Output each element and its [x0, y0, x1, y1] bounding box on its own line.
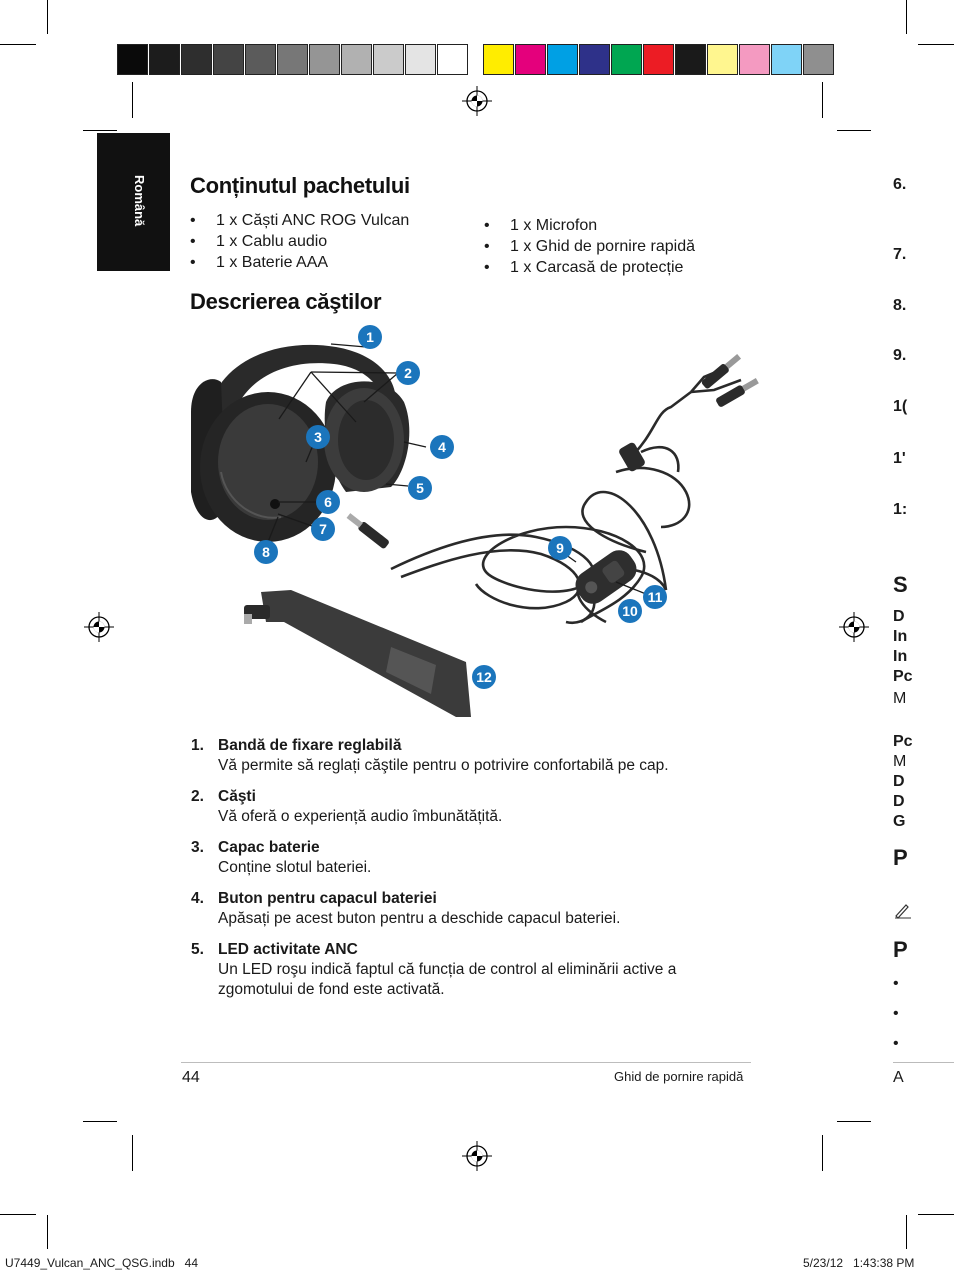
package-item-label: 1 x Microfon — [510, 217, 598, 234]
gray-swatch — [117, 44, 148, 75]
package-item — [484, 257, 683, 278]
gray-swatch — [309, 44, 340, 75]
item-number: 2. — [191, 788, 204, 805]
process-swatch — [739, 44, 770, 75]
package-item-label: 1 x Cablu audio — [216, 233, 328, 250]
gray-swatch — [373, 44, 404, 75]
next-page-item-number: 9. — [893, 347, 907, 364]
package-item — [190, 210, 409, 231]
process-swatch — [547, 44, 578, 75]
crop-mark — [132, 1135, 133, 1171]
next-page-item-number: 6. — [893, 176, 907, 193]
registration-mark-icon — [462, 1141, 492, 1171]
next-page-item-number: 1: — [893, 501, 908, 518]
next-page-item-number: 1( — [893, 398, 908, 415]
package-item-label: 1 x Baterie AAA — [216, 254, 329, 271]
item-description: Conține slotul bateriei. — [218, 859, 372, 876]
callout-9: 9 — [548, 536, 572, 560]
crop-mark — [0, 1214, 36, 1215]
item-number: 5. — [191, 941, 204, 958]
note-icon — [893, 900, 913, 920]
next-page-item-number: 1' — [893, 450, 906, 467]
gray-swatch — [149, 44, 180, 75]
package-item-label: 1 x Căști ANC ROG Vulcan — [216, 212, 410, 229]
item-number: 4. — [191, 890, 204, 907]
next-page-fragment: M — [893, 690, 907, 707]
callout-10: 10 — [618, 599, 642, 623]
next-page-fragment: S — [893, 572, 908, 597]
crop-mark — [918, 44, 954, 45]
slug-date: 5/23/12 1:43:38 PM — [803, 1256, 915, 1270]
process-swatch — [515, 44, 546, 75]
language-tab — [97, 133, 170, 271]
bullet: • — [190, 254, 196, 271]
slug-file: U7449_Vulcan_ANC_QSG.indb 44 — [5, 1256, 199, 1270]
crop-mark — [47, 0, 48, 34]
gray-swatch — [181, 44, 212, 75]
package-item-label: 1 x Ghid de pornire rapidă — [510, 238, 695, 255]
item-description: Vă oferă o experiență audio îmbunătățită. — [218, 808, 503, 825]
footer-rule — [181, 1062, 751, 1063]
callout-2: 2 — [396, 361, 420, 385]
crop-mark — [837, 130, 871, 131]
gray-swatch — [405, 44, 436, 75]
crop-mark — [822, 82, 823, 118]
next-page-fragment: In — [893, 648, 908, 665]
item-description: Vă permite să reglați căştile pentru o potrivire confortabilă pe cap. — [218, 757, 669, 774]
package-item — [190, 252, 328, 273]
next-page-rule — [893, 1062, 954, 1063]
package-item-label: 1 x Carcasă de protecție — [510, 259, 684, 276]
language-tab-label: Română — [132, 175, 147, 227]
process-swatch — [707, 44, 738, 75]
next-page-footer-letter: A — [893, 1069, 904, 1086]
description-title: Descrierea căştilor — [190, 289, 382, 314]
process-swatch — [675, 44, 706, 75]
callout-1: 1 — [358, 325, 382, 349]
bullet: • — [484, 259, 490, 276]
callout-6: 6 — [316, 490, 340, 514]
next-page-fragment: Pc — [893, 733, 913, 750]
next-page-fragment: G — [893, 813, 906, 830]
page-number: 44 — [182, 1069, 200, 1086]
next-page-bullet: • — [893, 975, 899, 992]
callout-4: 4 — [430, 435, 454, 459]
callout-8: 8 — [254, 540, 278, 564]
gray-swatch — [213, 44, 244, 75]
item-title: Buton pentru capacul bateriei — [218, 890, 437, 907]
crop-mark — [906, 1215, 907, 1249]
item-description: Apăsați pe acest buton pentru a deschide capacul bateriei. — [218, 910, 621, 927]
bullet: • — [190, 233, 196, 250]
callout-5: 5 — [408, 476, 432, 500]
crop-mark — [83, 1121, 117, 1122]
item-description: Un LED roşu indică faptul că funcția de control al eliminării active a zgomotului de fond este activată. — [218, 961, 677, 998]
item-title: Capac baterie — [218, 839, 320, 856]
gray-swatch — [277, 44, 308, 75]
crop-mark — [822, 1135, 823, 1171]
next-page-fragment: In — [893, 628, 908, 645]
registration-mark-icon — [84, 612, 114, 642]
next-page-item-number: 7. — [893, 246, 907, 263]
process-swatch — [643, 44, 674, 75]
item-title: Căşti — [218, 788, 256, 805]
gray-swatch — [341, 44, 372, 75]
crop-mark — [837, 1121, 871, 1122]
callout-12: 12 — [472, 665, 496, 689]
crop-mark — [918, 1214, 954, 1215]
crop-mark — [47, 1215, 48, 1249]
callout-11: 11 — [643, 585, 667, 609]
headset-illustration — [186, 322, 760, 726]
callout-3: 3 — [306, 425, 330, 449]
contents-title: Conținutul pachetului — [190, 173, 410, 198]
next-page-fragment: D — [893, 773, 905, 790]
callout-7: 7 — [311, 517, 335, 541]
crop-mark — [132, 82, 133, 118]
process-swatch — [483, 44, 514, 75]
registration-mark-icon — [839, 612, 869, 642]
next-page-fragment: P — [893, 845, 908, 870]
crop-mark — [83, 130, 117, 131]
next-page-fragment: P — [893, 937, 908, 962]
package-item — [484, 215, 597, 236]
next-page-fragment: M — [893, 753, 907, 770]
crop-mark — [906, 0, 907, 34]
gray-swatch — [245, 44, 276, 75]
next-page-item-number: 8. — [893, 297, 907, 314]
crop-mark — [0, 44, 36, 45]
next-page-fragment: Pc — [893, 668, 913, 685]
package-item — [484, 236, 695, 257]
process-swatch — [771, 44, 802, 75]
item-number: 1. — [191, 737, 204, 754]
item-number: 3. — [191, 839, 204, 856]
bullet: • — [484, 238, 490, 255]
package-item — [190, 231, 327, 252]
next-page-bullet: • — [893, 1035, 899, 1052]
next-page-bullet: • — [893, 1005, 899, 1022]
bullet: • — [484, 217, 490, 234]
next-page-fragment: D — [893, 793, 905, 810]
item-title: Bandă de fixare reglabilă — [218, 737, 402, 754]
process-swatch — [579, 44, 610, 75]
bullet: • — [190, 212, 196, 229]
process-swatch — [803, 44, 834, 75]
gray-swatch — [437, 44, 468, 75]
next-page-fragment: D — [893, 608, 905, 625]
item-title: LED activitate ANC — [218, 941, 358, 958]
registration-mark-icon — [462, 86, 492, 116]
footer-guide-title: Ghid de pornire rapidă — [614, 1069, 744, 1084]
process-swatch — [611, 44, 642, 75]
